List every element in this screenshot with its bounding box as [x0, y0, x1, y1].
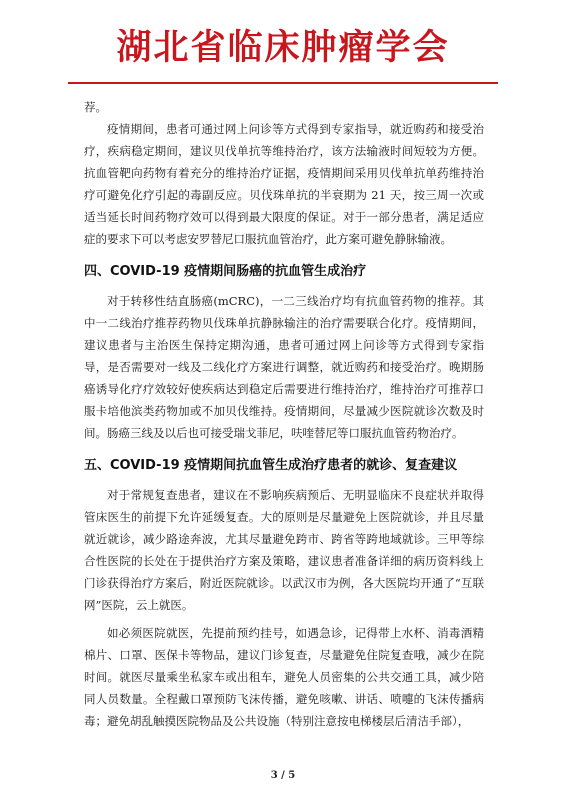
document-header — [0, 28, 566, 68]
document-body — [84, 96, 484, 732]
paragraph: 对于常规复查患者，建议在不影响疾病预后、无明显临床不良症状并取得管床医生的前提下允许延缓复查。大的原则是尽量避免上医院就诊，并且尽量就近就诊，减少路途奔波，尤其尽量避免跨市、跨省等跨地域就诊。三甲等综合性医院的长处在于提供治疗方案及策略，建议患者准备详细的病历资料线上门诊获得治疗方案后，附近医院就诊。以武汉市为例，各大医院均开通了“互联网”医院，云上就医。 — [84, 488, 484, 612]
paragraph: 疫情期间，患者可通过网上问诊等方式得到专家指导，就近购药和接受治疗，疾病稳定期间，建议贝伐单抗等维持治疗，该方法输液时间短较为方便。抗血管靶向药物有着充分的维持治疗证据，疫情期间采用贝伐单抗单药维持治疗可避免化疗引起的毒副反应。贝伐珠单抗的半衰期为 21 天，按三周一次或适当延长时间药物疗效可以得到最大限度的保证。对于一部分患者，满足适应症的要求下可以考虑安罗替尼口服抗血管治疗，此方案可避免静脉输液。 — [84, 122, 484, 246]
paragraph: 对于转移性结直肠癌(mCRC)，一二三线治疗均有抗血管药物的推荐。其中一二线治疗推荐药物贝伐珠单抗静脉输注的治疗需要联合化疗。疫情期间，建议患者与主治医生保持定期沟通，患者可通过网上问诊等方式得到专家指导，是否需要对一线及二线化疗方案进行调整，就近购药和接受治疗。晚期肠癌诱导化疗疗效较好使疾病达到稳定后需要进行维持治疗，维持治疗可推荐口服卡培他滨类药物加或不加贝伐维持。疫情期间，尽量减少医院就诊次数及时间。肠癌三线及以后也可接受瑞戈菲尼，呋喹替尼等口服抗血管药物治疗。 — [84, 294, 484, 440]
paragraph: 如必须医院就医，先提前预约挂号，如遇急诊，记得带上水杯、消毒酒精棉片、口罩、医保卡等物品，建议门诊复查，尽量避免住院复查哦，减少在院时间。就医尽量乘坐私家车或出租车，避免人员密集的公共交通工具，减少陪同人员数量。全程戴口罩预防飞沫传播，避免咳嗽、讲话、喷嚏的飞沫传播病毒；避免胡乱触摸医院物品及公共设施（特别注意按电梯楼层后清洁手部）， — [84, 626, 484, 728]
spacer — [84, 250, 484, 256]
section-heading-4: 四、COVID-19 疫情期间肠癌的抗血管生成治疗 — [84, 264, 367, 279]
spacer — [84, 444, 484, 450]
page-number: 3 / 5 — [270, 770, 296, 781]
society-title: 湖北省临床肿瘤学会 — [116, 27, 450, 68]
header-divider — [68, 82, 498, 84]
paragraph-continuation: 荐。 — [84, 100, 107, 114]
section-heading-5: 五、COVID-19 疫情期间抗血管生成治疗患者的就诊、复查建议 — [84, 458, 458, 473]
